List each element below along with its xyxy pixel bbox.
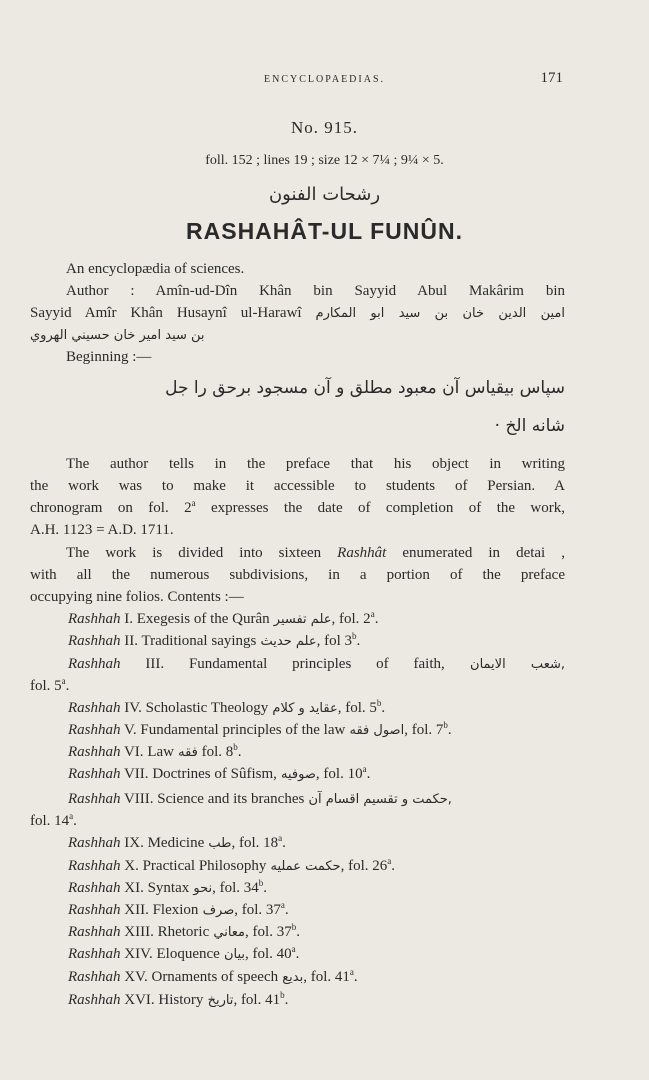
- subject-arabic: صرف: [198, 903, 235, 918]
- punctuation: .: [356, 633, 361, 649]
- rashhah-label: Rashhah: [68, 791, 121, 807]
- subject-text: Science and its branches: [157, 791, 305, 807]
- beginning-label: Beginning :—: [66, 349, 152, 365]
- folio-ref: , fol. 41: [303, 969, 350, 985]
- subject-text: Fundamental principles of the law: [140, 722, 346, 738]
- folio-side: a: [291, 944, 296, 954]
- rashhah-number: III.: [120, 656, 189, 672]
- folio-ref: , fol. 40: [245, 946, 292, 962]
- folio-side: b: [443, 720, 448, 730]
- rashhah-number: XII.: [120, 902, 153, 918]
- beginning-arabic-2: شانه الخ ·: [494, 416, 565, 436]
- folio-side: a: [370, 609, 375, 619]
- author-line-2: [30, 303, 565, 324]
- folio-ref: , fol 3: [316, 633, 353, 649]
- rashhah-number: I.: [120, 611, 137, 627]
- paragraph-1-line-1: The author tells in the preface that his object in writing: [66, 456, 565, 472]
- contents-item: [68, 878, 565, 899]
- rashhah-number: VIII.: [120, 791, 158, 807]
- subject-text: Fundamental principles of faith,: [188, 656, 445, 672]
- subject-arabic: بيان: [219, 947, 245, 962]
- folio-side: a: [278, 833, 283, 843]
- rashhah-label: Rashhah: [68, 924, 121, 940]
- contents-item: [68, 654, 565, 675]
- subject-text: Rhetoric: [157, 924, 210, 940]
- paragraph-2-line-2: with all the numerous subdivisions, in a portion of the preface: [30, 567, 565, 583]
- punctuation: .: [73, 813, 77, 829]
- folio-ref: , fol. 5: [337, 700, 377, 716]
- rashhah-label: Rashhah: [68, 858, 121, 874]
- entry-title: RASHAHÂT-UL FUNÛN.: [186, 218, 463, 244]
- contents-item: [68, 900, 565, 921]
- folio-side: a: [69, 811, 74, 821]
- paragraph-1-line-3: [30, 498, 565, 518]
- punctuation: .: [263, 880, 268, 896]
- folio-side: b: [291, 922, 297, 932]
- folio-ref: , fol. 7: [404, 722, 444, 738]
- subject-arabic: علم حديث: [256, 634, 317, 649]
- punctuation: .: [284, 992, 289, 1008]
- subject-text: History: [158, 992, 204, 1008]
- punctuation: .: [381, 700, 386, 716]
- arabic-title: رشحات الفنون: [268, 184, 381, 205]
- rashhah-label: Rashhah: [68, 656, 121, 672]
- italic-term: Rashhât: [337, 545, 387, 561]
- rashhah-label: Rashhah: [68, 992, 121, 1008]
- folio-ref: , fol. 26: [340, 858, 388, 874]
- contents-item: [68, 856, 565, 877]
- subject-arabic: شعب الايمان,: [444, 657, 565, 672]
- running-title: ENCYCLOPAEDIAS.: [263, 74, 386, 85]
- author-name-arabic-cont: بن سيد امير خان حسيني الهروي: [30, 328, 205, 343]
- folio-side: b: [258, 878, 264, 888]
- folio-side: a: [280, 900, 285, 910]
- page-number: 171: [540, 70, 563, 86]
- contents-continuation: [30, 811, 565, 831]
- subject-arabic: اصول فقه: [345, 723, 405, 738]
- folio-ref: , fol. 37: [245, 924, 292, 940]
- author-line-3: [30, 325, 565, 346]
- author-name-latin: Sayyid Amîr Khân Husaynî ul-Harawî: [30, 305, 302, 321]
- subject-text: Exegesis of the Qurân: [136, 611, 270, 627]
- subject-arabic: حكمت و تقسيم اقسام آن,: [304, 792, 452, 807]
- punctuation: .: [65, 678, 70, 694]
- rashhah-label: Rashhah: [68, 700, 121, 716]
- rashhah-number: XIV.: [120, 946, 157, 962]
- contents-item: [68, 742, 565, 763]
- contents-item: [68, 990, 565, 1011]
- subject-arabic: صوفيه: [276, 767, 316, 782]
- text-span: enumerated in detai ,: [386, 545, 566, 561]
- folio-side: a: [362, 764, 367, 774]
- rashhah-number: IV.: [120, 700, 146, 716]
- contents-item: [68, 698, 565, 719]
- superscript: a: [191, 498, 196, 508]
- folio-ref: , fol. 37: [234, 902, 281, 918]
- paragraph-2-line-3: occupying nine folios. Contents :—: [30, 589, 244, 605]
- paragraph-1-line-4: A.H. 1123 = A.D. 1711.: [30, 522, 174, 538]
- folio-ref: , fol. 41: [233, 992, 281, 1008]
- punctuation: .: [447, 722, 452, 738]
- paragraph-1-line-2: the work was to make it accessible to students of Persian. A: [30, 478, 565, 494]
- rashhah-label: Rashhah: [68, 880, 121, 896]
- subject-arabic: فقه: [173, 745, 198, 760]
- rashhah-number: XV.: [120, 969, 152, 985]
- folio-ref: , fol. 18: [231, 835, 279, 851]
- subject-text: Eloquence: [156, 946, 220, 962]
- folio-side: b: [280, 990, 285, 1000]
- rashhah-number: XIII.: [120, 924, 158, 940]
- subject-text: Law: [147, 744, 174, 760]
- subject-arabic: نحو: [189, 881, 213, 896]
- subject-text: Ornaments of speech: [151, 969, 279, 985]
- contents-item: [68, 967, 565, 988]
- subject-arabic: عقايد و كلام: [268, 701, 338, 716]
- punctuation: .: [237, 744, 242, 760]
- subject-text: Syntax: [147, 880, 190, 896]
- text-span: The work is divided into sixteen: [66, 545, 338, 561]
- description-line: An encyclopædia of sciences.: [66, 261, 245, 277]
- punctuation: .: [282, 835, 286, 851]
- subject-text: Flexion: [152, 902, 199, 918]
- rashhah-label: Rashhah: [68, 722, 121, 738]
- folio-ref: , fol. 10: [315, 766, 363, 782]
- subject-arabic: بديع: [278, 970, 304, 985]
- rashhah-number: XI.: [120, 880, 148, 896]
- folio-details: foll. 152 ; lines 19 ; size 12 × 7¼ ; 9¼ × 5.: [205, 153, 444, 168]
- beginning-arabic-1: سپاس بيقياس آن معبود مطلق و آن مسجود برحق را جل: [165, 378, 565, 398]
- punctuation: .: [366, 766, 371, 782]
- subject-text: Medicine: [147, 835, 205, 851]
- subject-text: Doctrines of Sûfism,: [152, 766, 277, 782]
- folio-side: b: [233, 742, 238, 752]
- punctuation: .: [296, 924, 300, 940]
- rashhah-label: Rashhah: [68, 969, 121, 985]
- rashhah-number: X.: [120, 858, 143, 874]
- entry-number: No. 915.: [290, 118, 359, 137]
- rashhah-label: Rashhah: [68, 633, 121, 649]
- folio-side: a: [61, 676, 66, 686]
- subject-text: Practical Philosophy: [142, 858, 267, 874]
- running-header: [0, 70, 649, 90]
- rashhah-label: Rashhah: [68, 744, 121, 760]
- folio-ref: fol. 8: [197, 744, 234, 760]
- folio-side: b: [352, 631, 357, 641]
- contents-item: [68, 922, 565, 943]
- rashhah-number: II.: [120, 633, 142, 649]
- subject-text: fol. 14: [30, 813, 70, 829]
- rashhah-label: Rashhah: [68, 835, 121, 851]
- rashhah-number: V.: [120, 722, 141, 738]
- contents-continuation: [30, 676, 565, 696]
- subject-arabic: حكمت عمليه: [266, 859, 341, 874]
- contents-item: [68, 764, 565, 785]
- rashhah-label: Rashhah: [68, 902, 121, 918]
- contents-item: [68, 720, 565, 741]
- subject-arabic: علم تفسير: [269, 612, 332, 627]
- rashhah-number: XVI.: [120, 992, 159, 1008]
- punctuation: .: [391, 858, 396, 874]
- text-span: expresses the date of completion of the work,: [195, 500, 566, 516]
- contents-item: [68, 944, 565, 965]
- folio-side: a: [387, 856, 392, 866]
- punctuation: .: [374, 611, 379, 627]
- punctuation: .: [295, 946, 300, 962]
- text-span: chronogram on fol. 2: [30, 500, 192, 516]
- subject-arabic: تاريخ: [203, 993, 234, 1008]
- folio-ref: , fol. 2: [331, 611, 371, 627]
- paragraph-2-line-1: [66, 543, 565, 563]
- contents-item: [68, 631, 565, 652]
- folio-side: b: [376, 698, 382, 708]
- subject-text: fol. 5: [30, 678, 62, 694]
- contents-item: [68, 789, 565, 810]
- rashhah-number: VI.: [120, 744, 148, 760]
- author-line-1: Author : Amîn-ud-Dîn Khân bin Sayyid Abul Makârim bin: [66, 283, 565, 299]
- rashhah-label: Rashhah: [68, 946, 121, 962]
- punctuation: .: [353, 969, 358, 985]
- contents-item: [68, 833, 565, 854]
- rashhah-label: Rashhah: [68, 766, 121, 782]
- rashhah-number: VII.: [120, 766, 153, 782]
- contents-item: [68, 609, 565, 630]
- rashhah-number: IX.: [120, 835, 148, 851]
- author-name-arabic: امين الدين خان بن سيد ابو المكارم: [315, 306, 566, 321]
- subject-arabic: معاني: [209, 925, 246, 940]
- folio-side: a: [349, 967, 354, 977]
- subject-arabic: طب: [204, 836, 232, 851]
- subject-text: Traditional sayings: [141, 633, 257, 649]
- folio-ref: , fol. 34: [212, 880, 259, 896]
- rashhah-label: Rashhah: [68, 611, 121, 627]
- subject-text: Scholastic Theology: [145, 700, 269, 716]
- punctuation: .: [284, 902, 289, 918]
